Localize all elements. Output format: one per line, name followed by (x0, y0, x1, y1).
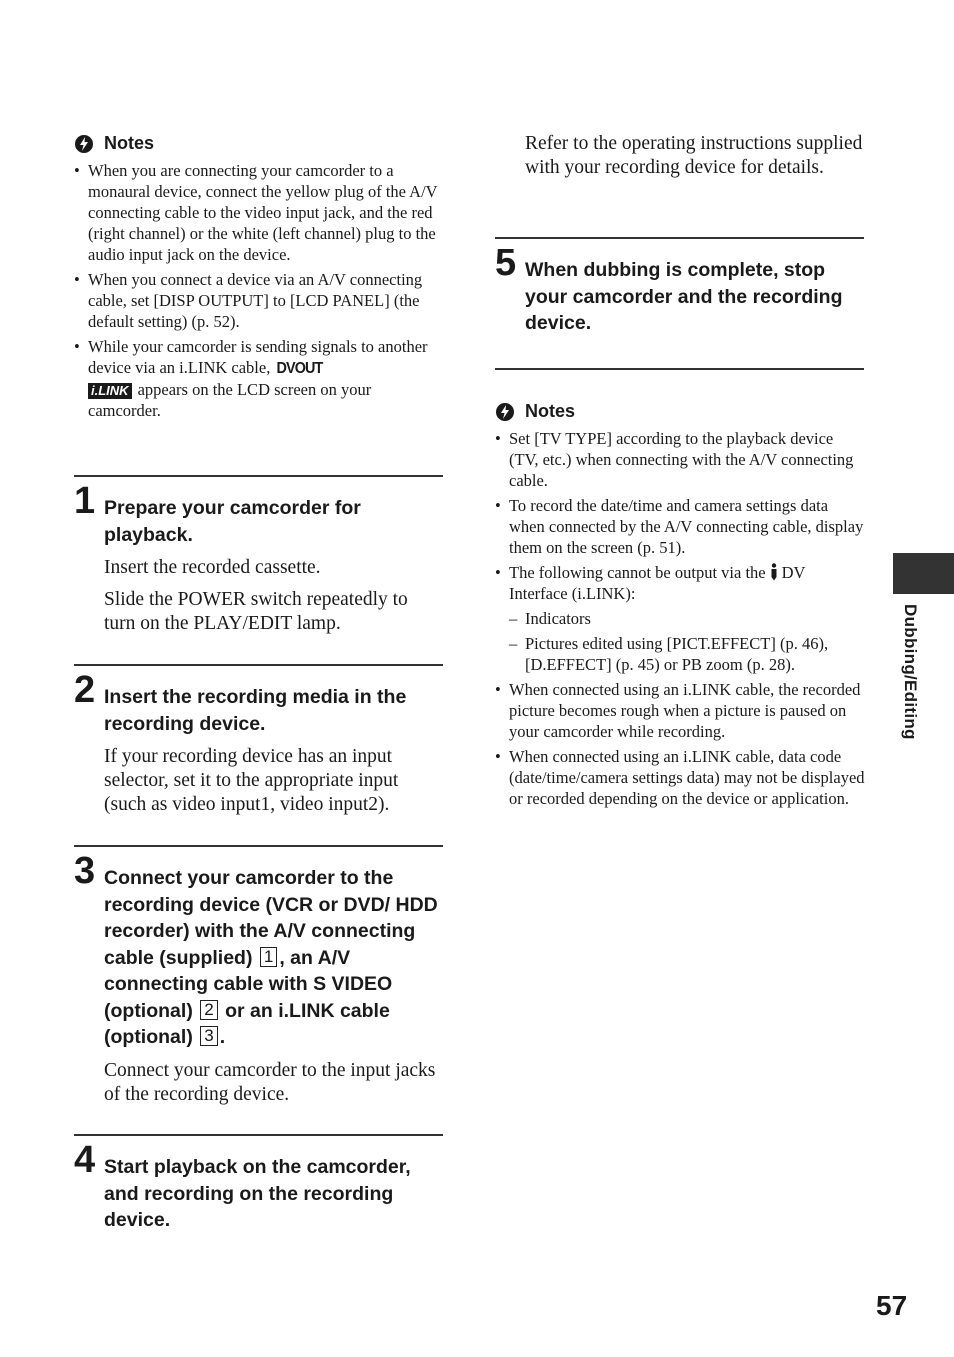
list-item: • To record the date/time and camera settings data when connected by the A/V connecting cable, display them on the screen (p. 51). (495, 495, 865, 558)
list-item: • When connected using an i.LINK cable, the recorded picture becomes rough when a picture is paused on your camcorder while recording. (495, 679, 865, 742)
section-label: Dubbing/Editing (901, 604, 920, 740)
page-number: 57 (876, 1290, 908, 1321)
list-item: – Pictures edited using [PICT.EFFECT] (p. 46), [D.EFFECT] (p. 45) or PB zoom (p. 28). (509, 633, 865, 675)
list-item: • The following cannot be output via the DV Interface (i.LINK): – Indicators – Pictures edited using [PICT.EFFECT] (p. 46), [D.EFFECT] (p. 45) or PB zoom (p. 28). (495, 562, 865, 675)
step-3 (74, 845, 443, 1127)
step-title: Connect your camcorder to the recording device (VCR or DVD/ HDD recorder) with the A/V connecting cable (supplied) 1 , an A/V connecting cable with S VIDEO (optional) 2 or an i.LINK cable (optional) 3 . (104, 867, 438, 1048)
step-5 (495, 237, 864, 364)
step-body: Insert the recorded cassette. Slide the POWER switch repeatedly to turn on the PLAY/EDIT lamp. (104, 557, 408, 634)
step-number: 1 (74, 480, 96, 522)
list-item: • When connected using an i.LINK cable, data code (date/time/camera settings data) may not be displayed or recorded depending on the device or application. (495, 746, 865, 809)
step-title: Prepare your camcorder for playback. (104, 497, 361, 546)
step-title: Insert the recording media in the recording device. (104, 686, 407, 735)
step-4-continuation: Refer to the operating instructions supplied with your recording device for details. (525, 133, 863, 178)
sub-list (509, 608, 865, 675)
caution-icon (495, 402, 515, 422)
list-item: • When you are connecting your camcorder to a monaural device, connect the yellow plug of the A/V connecting cable to the video input jack, and the red (right channel) or the white (left channel) plug to the audio input jack on the device. (74, 160, 444, 265)
section-tab (893, 553, 954, 594)
left-notes (74, 133, 444, 425)
step-4 (74, 1134, 443, 1246)
list-item: • When you connect a device via an A/V connecting cable, set [DISP OUTPUT] to [LCD PANEL] (the default setting) (p. 52). (74, 269, 444, 332)
dv-out-icon: DVOUT (277, 360, 323, 377)
right-notes (495, 401, 865, 813)
list-item: – Indicators (509, 608, 865, 629)
ilink-i-icon (770, 563, 778, 581)
list-item: • While your camcorder is sending signals to another device via an i.LINK cable, DVOUT i.LINK appears on the LCD screen on your camcorder. (74, 336, 444, 421)
ilink-icon: i.LINK (88, 383, 132, 399)
callout-number-1: 1 (260, 947, 277, 967)
step-number: 4 (74, 1139, 96, 1181)
notes-heading: Notes (74, 133, 444, 154)
step-body: If your recording device has an input selector, set it to the appropriate input (such as video input1, video input2). (104, 746, 399, 815)
step-number: 3 (74, 850, 96, 892)
step-number: 2 (74, 669, 96, 711)
notes-list (495, 428, 865, 809)
step-title: Start playback on the camcorder, and recording on the recording device. (104, 1156, 411, 1231)
step-body: Connect your camcorder to the input jacks of the recording device. (104, 1059, 436, 1105)
step-number: 5 (495, 242, 517, 284)
callout-number-2: 2 (200, 1000, 217, 1020)
step-title: When dubbing is complete, stop your camcorder and the recording device. (525, 259, 843, 334)
notes-heading: Notes (495, 401, 865, 422)
notes-list (74, 160, 444, 421)
step-2 (74, 664, 443, 836)
caution-icon (74, 134, 94, 154)
list-item: • Set [TV TYPE] according to the playback device (TV, etc.) when connecting with the A/V connecting cable. (495, 428, 865, 491)
callout-number-3: 3 (200, 1026, 217, 1046)
step-1 (74, 475, 443, 657)
divider (495, 368, 864, 370)
